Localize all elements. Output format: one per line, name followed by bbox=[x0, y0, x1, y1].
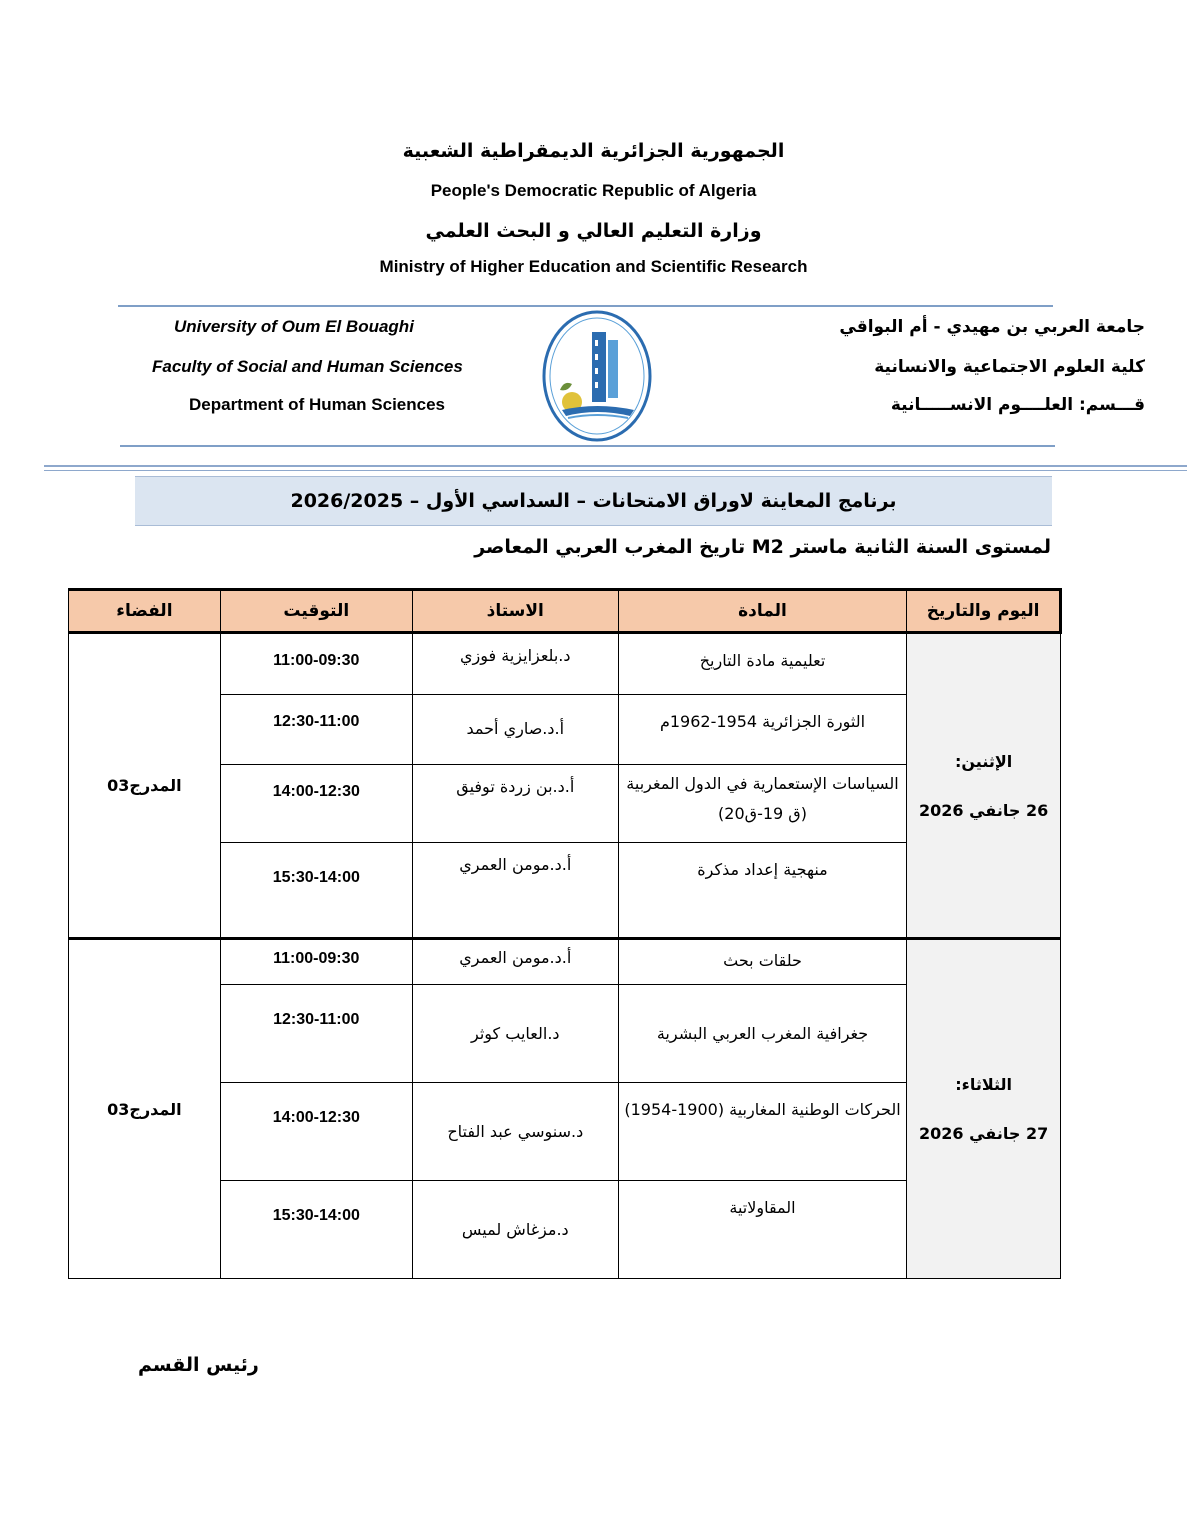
professor-cell: د.بلعزايزية فوزي bbox=[412, 633, 618, 695]
schedule-title: برنامج المعاينة لاوراق الامتحانات – السداسي الأول – 2026/2025 bbox=[135, 476, 1052, 526]
ministry-title-en: Ministry of Higher Education and Scientific Research bbox=[379, 257, 808, 276]
time-cell: 15:30-14:00 bbox=[220, 843, 412, 939]
professor-cell: أ.د.مومن العمري bbox=[412, 939, 618, 985]
university-name-en: University of Oum El Bouaghi bbox=[174, 317, 414, 336]
subject-cell: الحركات الوطنية المغاربية (1900-1954) bbox=[618, 1083, 906, 1181]
subject-cell: حلقات بحث bbox=[618, 939, 906, 985]
subject-cell: جغرافية المغرب العربي البشرية bbox=[618, 985, 906, 1083]
header-room: الفضاء bbox=[69, 590, 221, 633]
time-cell: 11:00-09:30 bbox=[220, 939, 412, 985]
day-name: الإثنين: bbox=[954, 751, 1013, 771]
subject-cell: السياسات الإستعمارية في الدول المغربية (ق 19-ق20) bbox=[618, 765, 906, 843]
time-cell: 12:30-11:00 bbox=[220, 695, 412, 765]
header-rule-bottom bbox=[120, 445, 1055, 447]
subject-cell: منهجية إعداد مذكرة bbox=[618, 843, 906, 939]
study-level: لمستوى السنة الثانية ماستر M2 تاريخ المغرب العربي المعاصر bbox=[474, 536, 1051, 558]
professor-cell: أ.د.بن زردة توفيق bbox=[412, 765, 618, 843]
header-professor: الاستاذ bbox=[412, 590, 618, 633]
day-cell-tuesday bbox=[907, 939, 1061, 1279]
professor-cell: د.سنوسي عبد الفتاح bbox=[412, 1083, 618, 1181]
republic-title-ar: الجمهورية الجزائرية الديمقراطية الشعبية bbox=[402, 140, 785, 162]
time-cell: 12:30-11:00 bbox=[220, 985, 412, 1083]
header-rule-top bbox=[118, 305, 1053, 307]
day-date: 26 جانفي 2026 bbox=[919, 800, 1049, 820]
time-cell: 15:30-14:00 bbox=[220, 1181, 412, 1279]
university-logo-icon bbox=[542, 310, 652, 442]
subject-cell: المقاولاتية bbox=[618, 1181, 906, 1279]
faculty-name-en: Faculty of Social and Human Sciences bbox=[152, 357, 463, 376]
header-subject: المادة bbox=[618, 590, 906, 633]
faculty-name-ar: كلية العلوم الاجتماعية والانسانية bbox=[874, 357, 1145, 377]
university-name-ar: جامعة العربي بن مهيدي - أم البواقي bbox=[839, 317, 1145, 337]
room-cell: المدرج03 bbox=[69, 633, 221, 939]
header-double-rule bbox=[44, 465, 1187, 471]
subject-cell: الثورة الجزائرية 1954-1962م bbox=[618, 695, 906, 765]
day-cell-monday bbox=[907, 633, 1061, 939]
table-row bbox=[69, 633, 1061, 695]
department-head-signature-label: رئيس القسم bbox=[138, 1354, 259, 1376]
ministry-title-ar: وزارة التعليم العالي و البحث العلمي bbox=[425, 220, 762, 242]
professor-cell: د.العايب كوثر bbox=[412, 985, 618, 1083]
day-date: 27 جانفي 2026 bbox=[919, 1124, 1049, 1143]
table-row bbox=[69, 939, 1061, 985]
republic-title-en: People's Democratic Republic of Algeria bbox=[430, 181, 757, 200]
time-cell: 11:00-09:30 bbox=[220, 633, 412, 695]
header-day: اليوم والتاريخ bbox=[907, 590, 1061, 633]
time-cell: 14:00-12:30 bbox=[220, 1083, 412, 1181]
professor-cell: أ.د.مومن العمري bbox=[412, 843, 618, 939]
table-header-row bbox=[69, 590, 1061, 633]
time-cell: 14:00-12:30 bbox=[220, 765, 412, 843]
professor-cell: د.مزغاش لميس bbox=[412, 1181, 618, 1279]
header-time: التوقيت bbox=[220, 590, 412, 633]
subject-cell: تعليمية مادة التاريخ bbox=[618, 633, 906, 695]
exam-review-schedule-table bbox=[68, 588, 1062, 1279]
room-cell: المدرج03 bbox=[69, 939, 221, 1279]
professor-cell: أ.د.صاري أحمد bbox=[412, 695, 618, 765]
department-name-en: Department of Human Sciences bbox=[189, 395, 446, 414]
day-name: الثلاثاء: bbox=[955, 1075, 1012, 1094]
department-name-ar: قـــسم: العلــــوم الانســـــانية bbox=[890, 395, 1145, 415]
